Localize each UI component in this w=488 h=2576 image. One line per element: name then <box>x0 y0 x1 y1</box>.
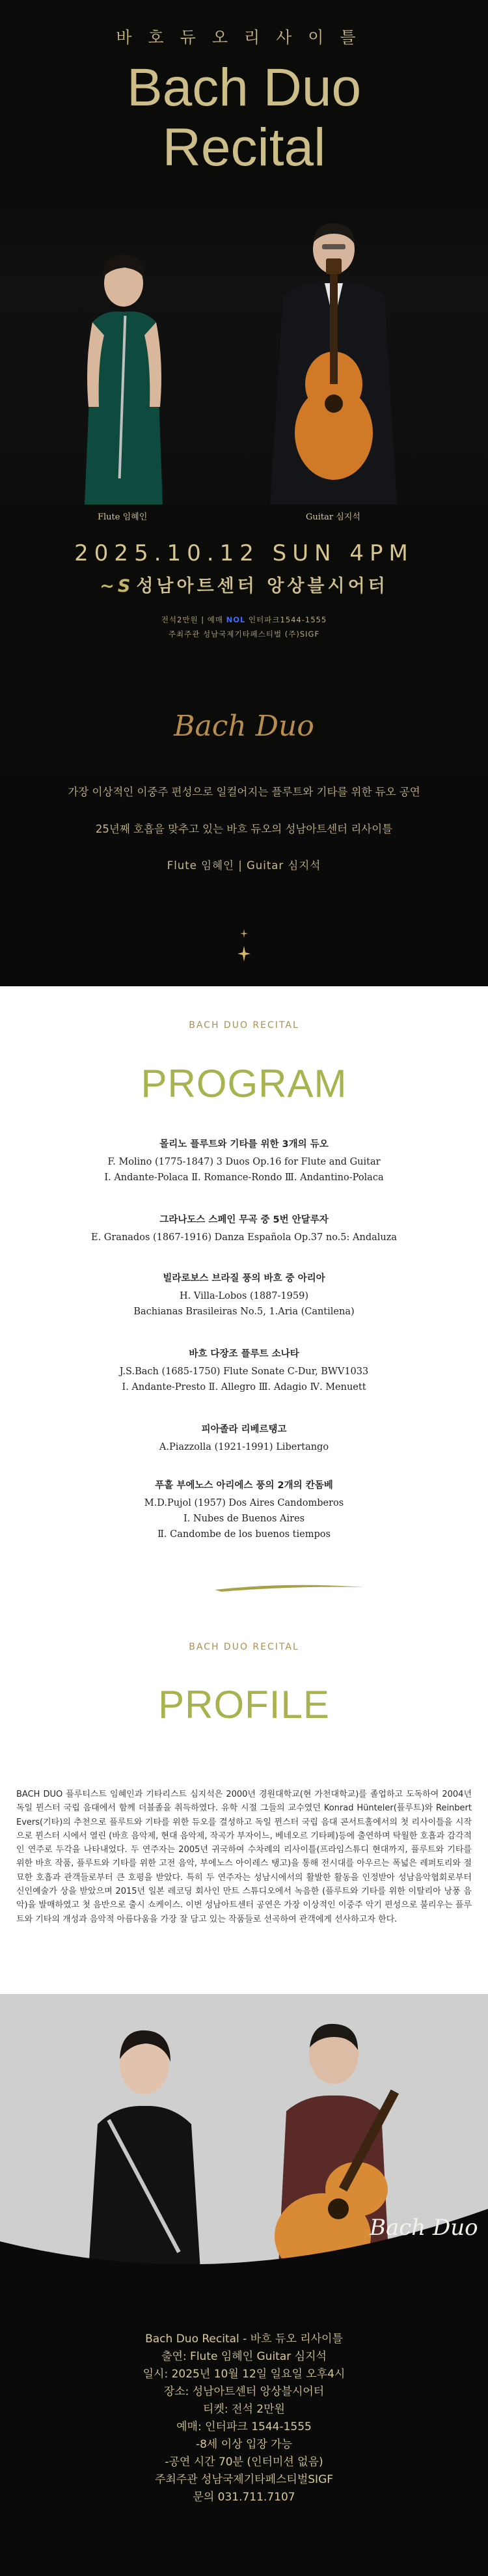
program-heading: PROGRAM <box>141 1062 347 1105</box>
hero-title-line1: Bach Duo <box>126 58 362 117</box>
footer-line: 문의 031.711.7107 <box>193 2491 295 2504</box>
caption-guitar: Guitar 심지석 <box>306 512 360 522</box>
program-item-title: 푸홀 부에노스 아리에스 풍의 2개의 칸돔베 <box>155 1480 333 1491</box>
duo-photo-art <box>0 1994 488 2292</box>
program-item-title: 피아졸라 리베르탱고 <box>201 1424 287 1435</box>
program-item-title: 바흐 다장조 플루트 소나타 <box>189 1349 299 1359</box>
nol-logo: NOL <box>226 615 246 624</box>
caption-flute: Flute 임혜인 <box>98 512 148 522</box>
flutist-figure <box>65 244 182 505</box>
footer-line: 티켓: 전석 2만원 <box>203 2403 285 2416</box>
program-item-title: 그라나도스 스페인 무곡 중 5번 안달루자 <box>159 1215 329 1225</box>
sparkle-icon <box>237 928 251 967</box>
program-item-line: Ⅰ. Andante-Presto Ⅱ. Allegro Ⅲ. Adagio Ⅳ. Menuett <box>122 1382 366 1392</box>
hero-section <box>0 0 488 775</box>
intro-line-1: 가장 이상적인 이중주 편성으로 일컬어지는 플루트와 기타를 위한 듀오 공연 <box>68 786 420 798</box>
venue-logo-icon: ~S <box>100 576 134 596</box>
program-item-line: H. Villa-Lobos (1887-1959) <box>180 1291 308 1301</box>
footer-line: -공연 시간 70분 (인터미션 없음) <box>165 2456 323 2469</box>
divider-swoosh <box>215 1583 364 1592</box>
ticket-prefix: 전석2만원 | 예매 <box>161 615 223 624</box>
program-item-line: A.Piazzolla (1921-1991) Libertango <box>159 1442 329 1452</box>
performers-photo <box>0 186 488 505</box>
program-item-line: F. Molino (1775-1847) 3 Duos Op.16 for Flute and Guitar <box>107 1157 381 1167</box>
program-item-title: 빌라로보스 브라질 풍의 바흐 중 아리아 <box>163 1273 325 1284</box>
guitarist-figure <box>257 212 410 505</box>
program-item-line: J.S.Bach (1685-1750) Flute Sonate C-Dur, BWV1033 <box>119 1366 369 1377</box>
footer-line: 주최주관 성남국제기타페스티벌SIGF <box>154 2473 334 2486</box>
bach-duo-script-title: Bach Duo <box>174 710 314 743</box>
concert-venue <box>0 572 488 597</box>
duo-photo-script: Bach Duo <box>370 2215 478 2241</box>
profile-heading: PROFILE <box>158 1683 330 1726</box>
duo-photo <box>0 1994 488 2292</box>
program-item-line: Bachianas Brasileiras No.5, 1.Aria (Cantilena) <box>133 1307 355 1317</box>
venue-name: 성남아트센터 앙상블시어터 <box>136 576 388 596</box>
intro-line-3: Flute 임혜인 | Guitar 심지석 <box>167 859 321 872</box>
program-item-title: 몰리노 플루트와 기타를 위한 3개의 듀오 <box>159 1139 329 1150</box>
profile-text: BACH DUO 플루티스트 임혜인과 기타리스트 심지석은 2000년 경원대학교(현 가천대학교)를 졸업하고 도독하여 2004년 독일 뮌스터 국립 음대에서 함께 더블졸을 취득하였다. 유학 시절 그들의 교수였던 Konrad Hünteler(플루트)와 Reinbert Evers(기타)의 추천으로 플루트와 기타를 위한 듀오를 결성하고 독일 뮌스터 국립 음대 콘서트홀에서의 첫 리사이틀을 시작으로 뮌스터 시에서 열린 (바흐 음악제, 현대 음악제, 작곡가 부자이느, 베네오르 기타페)등에 출연하며 탁월한 호흡과 감각적인 연주로 두각을 나타내었다. 두 연주자는 2005년 귀국하여 수차례의 리사이틀(프라임스튜디 현대까지, 플루트와 기타를 위한 바흐 작품, 플루트와 기타를 위한 고전 음악, 부에노스 아이레스 탱고)을 통해 전시대를 아우르는 폭넓은 레퍼토리와 절묘한 호흡과 관객들로부터 큰 호평을 받았다. 특히 두 연주자는 성남시에서의 활발한 활동을 인정받아 성남음악협회로부터 신인예술가 상을 받았으며 2015년 일본 레코딩 회사인 만트 스튜디오에서 녹음한 (플루트와 기타를 위한 이탈리아 낭풍 음악)을 발매하였고 첫 음반으로 출시 쇼케이스. 이번 성남아트센터 공연은 가장 이상적인 이중주 악기 편성으로 불리우는 플루트와 기타의 개성과 음악적 아름다움을 가장 잘 담고 있는 작품들로 선곡하여 관객에게 선사하고자 한다. <box>16 1790 472 1924</box>
program-item <box>0 1271 488 1320</box>
profile-tag: BACH DUO RECITAL <box>189 1642 299 1652</box>
concert-date: 2025.10.12 SUN 4PM <box>74 540 414 566</box>
program-item-line: M.D.Pujol (1957) Dos Aires Candomberos <box>144 1498 344 1508</box>
host-info: 주최주관 성남국제기타페스티벌 (주)SIGF <box>168 630 320 639</box>
program-item <box>0 1422 488 1455</box>
program-item-line: Ⅰ. Nubes de Buenos Aires <box>183 1514 305 1524</box>
program-item <box>0 1137 488 1185</box>
footer-line: -8세 이상 입장 가능 <box>195 2438 293 2451</box>
program-tag: BACH DUO RECITAL <box>189 1020 299 1031</box>
program-item <box>0 1478 488 1542</box>
footer-line: Bach Duo Recital - 바흐 듀오 리사이틀 <box>145 2333 343 2346</box>
program-item-line: Ⅱ. Candombe de los buenos tiempos <box>157 1529 331 1540</box>
program-item <box>0 1212 488 1245</box>
ticket-info <box>0 615 488 625</box>
footer-line: 일시: 2025년 10월 12일 일요일 오후4시 <box>142 2368 346 2381</box>
footer-line: 예매: 인터파크 1544-1555 <box>176 2420 312 2433</box>
hero-title-line2: Recital <box>162 118 326 177</box>
ticket-suffix: 인터파크1544-1555 <box>249 615 327 624</box>
hero-top-text: 바호듀오리사이틀 <box>116 28 372 47</box>
intro-line-2: 25년째 호흡을 맞추고 있는 바흐 듀오의 성남아트센터 리사이틀 <box>95 823 393 835</box>
program-item <box>0 1346 488 1395</box>
footer-line: 장소: 성남아트센터 앙상블시어터 <box>163 2385 325 2398</box>
footer-line: 출연: Flute 임혜인 Guitar 심지석 <box>161 2350 327 2363</box>
program-item-line: E. Granados (1867-1916) Danza Española Op.37 no.5: Andaluza <box>90 1232 398 1243</box>
program-item-line: Ⅰ. Andante-Polaca Ⅱ. Romance-Rondo Ⅲ. Andantino-Polaca <box>104 1172 384 1183</box>
